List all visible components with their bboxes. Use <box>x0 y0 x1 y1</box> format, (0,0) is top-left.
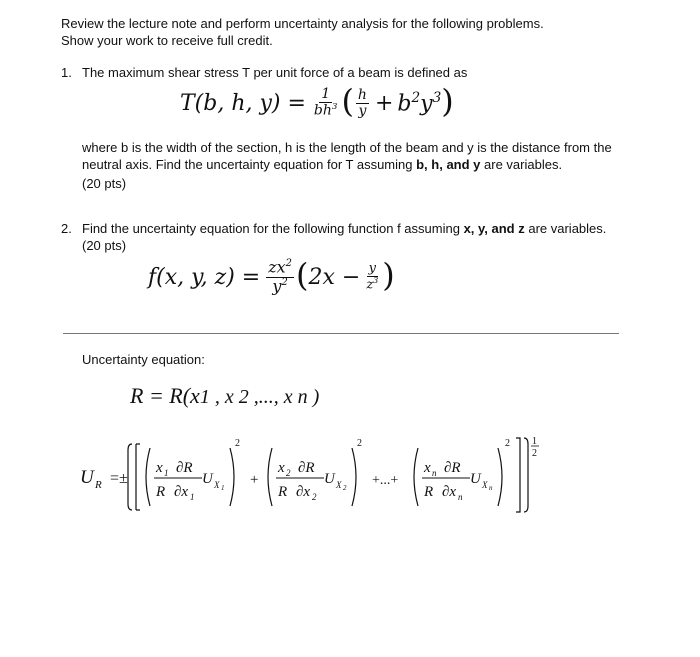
svg-text:X: X <box>336 480 342 490</box>
svg-text:x: x <box>424 460 431 476</box>
svg-text:1: 1 <box>164 468 169 478</box>
svg-text:n: n <box>489 484 493 492</box>
svg-text:∂x: ∂x <box>442 484 457 500</box>
problem-1-desc-line-2: neutral axis. Find the uncertainty equation for T assuming b, h, and y are variables. <box>82 157 563 172</box>
open-paren: ( <box>341 82 354 120</box>
svg-text:1: 1 <box>532 436 537 447</box>
svg-text:x: x <box>278 460 285 476</box>
problem-2-points: (20 pts) <box>82 238 127 253</box>
svg-text:2: 2 <box>532 448 537 459</box>
ur-equation <box>80 432 560 522</box>
svg-text:2: 2 <box>312 492 317 502</box>
close-paren: ) <box>441 82 454 120</box>
svg-text:n: n <box>458 492 463 502</box>
problem-1-points: (20 pts) <box>82 176 127 191</box>
inner-fraction: $\frac{h}{y}$ <box>357 86 367 119</box>
svg-text:+: + <box>250 472 259 488</box>
svg-text:X: X <box>482 480 488 490</box>
svg-text:X: X <box>214 480 220 490</box>
formula-fraction: $\frac{1}{bh^3}$ <box>313 86 338 119</box>
problem-1-statement: The maximum shear stress T per unit force of a beam is defined as <box>82 65 468 80</box>
svg-text:∂R: ∂R <box>298 460 315 476</box>
problem-1-number: 1. <box>61 65 72 80</box>
intro-line-1: Review the lecture note and perform uncertainty analysis for the following problems. <box>61 16 544 31</box>
problem-2-statement: Find the uncertainty equation for the following function f assuming x, y, and z are variables. <box>82 221 607 236</box>
close-paren-2: ) <box>382 256 395 294</box>
svg-text:1: 1 <box>190 492 195 502</box>
svg-text:2: 2 <box>505 438 510 449</box>
svg-text:2: 2 <box>343 484 347 492</box>
svg-text:U: U <box>202 471 213 487</box>
svg-text:U: U <box>470 471 481 487</box>
svg-text:2: 2 <box>235 438 240 449</box>
svg-text:∂R: ∂R <box>176 460 193 476</box>
svg-text:R: R <box>278 484 288 500</box>
svg-text:n: n <box>432 468 437 478</box>
formula-2-fraction: $\frac{zx^2}{y^2}$ <box>268 257 292 295</box>
svg-text:U: U <box>324 471 335 487</box>
formula-2-inner-fraction: $\frac{y}{z^3}$ <box>366 261 379 293</box>
r-equation: R = R(x1 , x 2 ,..., x n ) <box>130 383 320 408</box>
problem-2-number: 2. <box>61 221 72 236</box>
ur-symbol: U <box>80 467 94 488</box>
formula-lhs: T(b, h, y) = <box>180 90 306 116</box>
svg-text:∂x: ∂x <box>174 484 189 500</box>
intro-line-2: Show your work to receive full credit. <box>61 33 273 48</box>
svg-text:∂x: ∂x <box>296 484 311 500</box>
problem-1-formula: T(b, h, y) = $\frac{1}{bh^3}$ ( $\frac{h}{y}$ + $b^2y^3$ ) <box>180 82 454 120</box>
svg-text:∂R: ∂R <box>444 460 461 476</box>
section-divider <box>63 333 619 334</box>
svg-text:2: 2 <box>286 468 291 478</box>
ur-equals-pm: =± <box>110 470 128 487</box>
problem-1-desc-line-1: where b is the width of the section, h is the length of the beam and y is the distance from the <box>82 140 612 155</box>
ur-subscript: R <box>95 479 102 491</box>
r-eq-tail: 1 , x 2 ,..., x n ) <box>199 386 320 408</box>
svg-text:R: R <box>424 484 434 500</box>
formula-2-lhs: f(x, y, z) = <box>148 264 261 290</box>
svg-text:+...+: +...+ <box>372 473 399 488</box>
svg-text:R: R <box>156 484 166 500</box>
svg-text:x: x <box>156 460 163 476</box>
uncertainty-label: Uncertainty equation: <box>82 352 205 367</box>
svg-text:1: 1 <box>221 484 225 492</box>
svg-text:2: 2 <box>357 438 362 449</box>
open-paren-2: ( <box>295 256 309 294</box>
problem-2-formula: f(x, y, z) = $\frac{zx^2}{y^2}$ ( 2x − $\frac{y}{z^3}$ ) <box>148 256 395 295</box>
